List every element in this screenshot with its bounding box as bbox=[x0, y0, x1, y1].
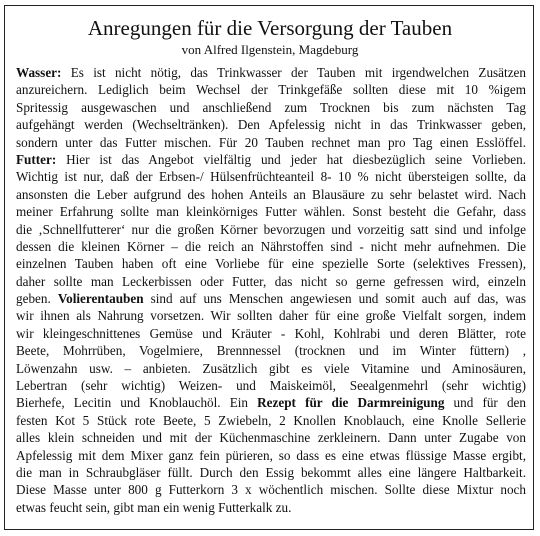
body-line bbox=[16, 151, 526, 168]
body-line bbox=[16, 499, 526, 516]
body-line bbox=[16, 464, 526, 481]
line-text: einzelnen Tauben haben oft eine Vorliebe für eine spezielle Sorte (selektives Fressen), bbox=[16, 256, 526, 272]
body-line bbox=[16, 221, 526, 238]
line-text: dessen die kleinen Körner – die reich an Nährstoffen sind - nicht mehr aufnehmen. Die bbox=[16, 238, 526, 254]
bold-term: Futter: bbox=[16, 151, 57, 167]
body-line bbox=[16, 64, 526, 81]
line-text: Bierhefe, Lecitin und Knoblauchöl. Ein bbox=[16, 395, 258, 411]
article-title: Anregungen für die Versorgung der Tauben bbox=[87, 16, 453, 40]
line-text: Hier ist das Angebot vielfältig und jeder hat diesbezüglich seine Vorlieben. bbox=[56, 151, 526, 167]
author-line: von Alfred Ilgenstein, Magdeburg bbox=[181, 42, 359, 57]
body-line bbox=[16, 255, 526, 272]
body-line bbox=[16, 342, 526, 359]
body-line bbox=[16, 81, 526, 98]
line-text: Es ist nicht nötig, das Trinkwasser der Tauben mit irgendwelchen Zusätzen bbox=[61, 65, 526, 80]
body-line bbox=[16, 360, 526, 377]
body-line bbox=[16, 447, 526, 464]
body-line bbox=[16, 134, 526, 151]
body-line bbox=[16, 116, 526, 133]
line-text: daher sollte man Leckerbissen oder Futter, das nicht so gerne gefressen wird, einzeln bbox=[16, 273, 526, 289]
line-text: sind auf uns Menschen angewiesen und somit auch auf das, was bbox=[143, 291, 526, 307]
line-text: die ‚Schnellfutterer‘ nur die großen Körner bevorzugen und vorzeitig satt sind und infolge bbox=[16, 221, 526, 237]
line-text: Löwenzahn usw. – anbieten. Zusätzlich gibt es viele Vitamine und Aminosäuren, bbox=[16, 360, 526, 376]
article-body bbox=[16, 64, 526, 516]
article-frame bbox=[4, 5, 534, 530]
bold-term: Rezept für die Darmreinigung bbox=[257, 395, 445, 411]
line-text: ansonsten die Leber aufgrund des hohen Anteils an Blausäure zu sehr belastet wird. Nach bbox=[16, 186, 526, 202]
body-line bbox=[16, 325, 526, 342]
body-line bbox=[16, 99, 526, 116]
body-line bbox=[16, 238, 526, 255]
line-text: alles klein schneiden und mit der Küchenmaschine zerkleinern. Dann unter Zugabe von bbox=[16, 430, 526, 446]
bold-term: Wasser: bbox=[16, 65, 62, 80]
body-line bbox=[16, 186, 526, 203]
line-text: wir kleingeschnittenes Gemüse und Kräuter - Kohl, Kohlrabi und deren Blätter, rote bbox=[16, 325, 526, 341]
line-text: meiner Erfahrung sollte man kleinkörniges Futter wählen. Sonst besteht die Gefahr, dass bbox=[16, 204, 526, 220]
line-text: etwas feucht sein, gibt man ein wenig Futterkalk zu. bbox=[16, 499, 292, 515]
line-text: festen Kot 5 Stück rote Beete, 5 Zwiebeln, 2 Knollen Knoblauch, eine Knolle Sellerie bbox=[16, 412, 526, 428]
body-line bbox=[16, 377, 526, 394]
line-text: Wichtig ist nur, daß der Erbsen-/ Hülsenfrüchteanteil 8- 10 % nicht übersteigen sollte, da bbox=[16, 169, 526, 185]
body-line bbox=[16, 290, 526, 307]
body-line bbox=[16, 481, 526, 498]
line-text: die man in Schraubgläser füllt. Durch den Essig bekommt alles eine längere Haltbarkeit. bbox=[16, 464, 526, 480]
line-text: aufgehängt werden (Wechseltränken). Den Apfelessig nicht in das Trinkwasser geben, bbox=[16, 117, 526, 133]
body-line bbox=[16, 168, 526, 185]
body-line bbox=[16, 429, 526, 446]
line-text: und für den bbox=[444, 395, 526, 411]
line-text: Diese Masse unter 800 g Futterkorn 3 x wöchentlich mischen. Sollte diese Mixtur noch bbox=[16, 482, 526, 498]
line-text: geben. bbox=[16, 291, 58, 307]
line-text: Apfelessig mit dem Mixer ganz fein pürieren, so dass es eine etwas flüssige Masse ergibt, bbox=[16, 447, 526, 463]
line-text: wir ihnen als Nahrung vorsetzen. Wir sollten daher für eine große Vielfalt sorgen, indem bbox=[16, 308, 526, 324]
line-text: Spritessig ausgewaschen und anschließend zum Trocknen bis zum nächsten Tag bbox=[16, 99, 526, 115]
line-text: Beete, Mohrrüben, Vogelmiere, Brennnessel (trocknen und im Winter füttern) , bbox=[16, 343, 526, 359]
line-text: sondern unter das Futter mischen. Für 20 Tauben rechnet man pro Tag einen Esslöffel. bbox=[16, 134, 526, 150]
line-text: anzureichern. Lediglich beim Wechsel der Trinkgefäße sollten diese mit 10 %igem bbox=[16, 82, 526, 98]
bold-term: Volierentauben bbox=[57, 291, 144, 307]
body-line bbox=[16, 273, 526, 290]
line-text: Lebertran (sehr wichtig) Weizen- und Maiskeimöl, Seealgenmehrl (sehr wichtig) bbox=[16, 378, 526, 394]
body-line bbox=[16, 394, 526, 411]
body-line bbox=[16, 307, 526, 324]
body-line bbox=[16, 412, 526, 429]
body-line bbox=[16, 203, 526, 220]
